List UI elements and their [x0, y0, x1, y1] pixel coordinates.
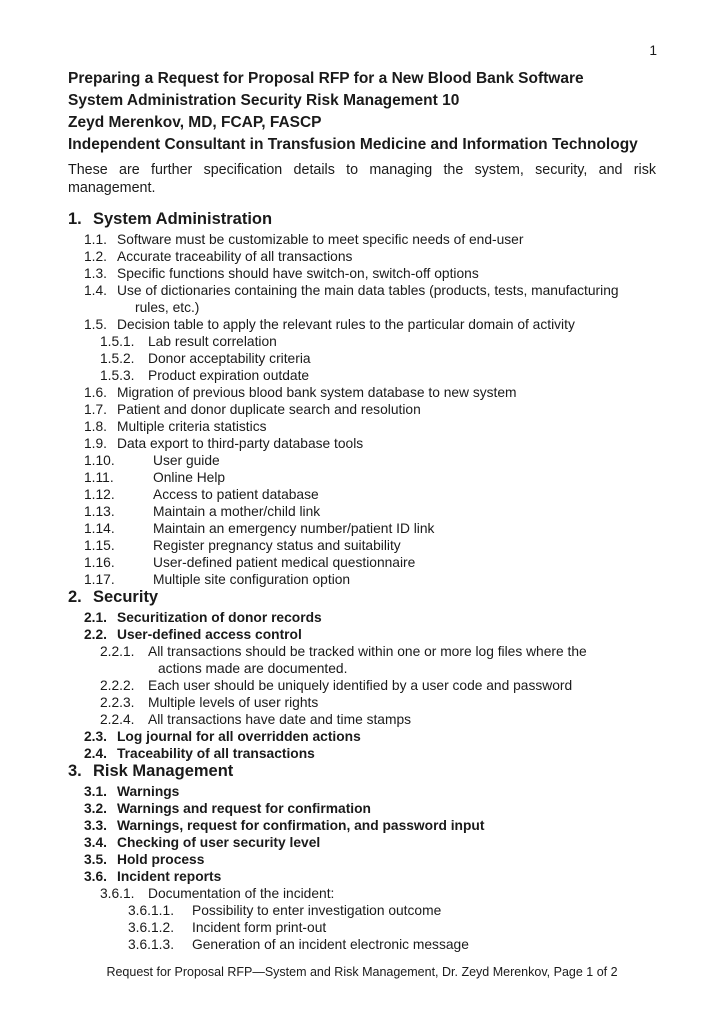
section-heading: [68, 210, 656, 228]
item-number: 2.4.: [84, 746, 108, 761]
outline-item: [68, 401, 656, 418]
item-text: Warnings and request for confirmation: [117, 801, 371, 816]
item-number: 1.14.: [84, 521, 115, 536]
outline-item: [68, 435, 656, 452]
outline-item: [68, 367, 656, 384]
outline-item: [68, 265, 656, 282]
item-number: 1.1.: [84, 232, 108, 247]
item-number: 2.: [68, 588, 82, 606]
item-number: 3.6.1.3.: [128, 937, 175, 952]
item-number: 1.16.: [84, 555, 115, 570]
outline-item: [68, 469, 656, 486]
outline-item: [68, 452, 656, 469]
title-line-author: Zeyd Merenkov, MD, FCAP, FASCP: [68, 114, 322, 131]
item-text: Securitization of donor records: [117, 610, 322, 625]
item-text: Migration of previous blood bank system database to new system: [117, 385, 517, 400]
outline-item: [68, 316, 656, 333]
section-heading: [68, 762, 656, 780]
item-text: All transactions have date and time stamps: [148, 712, 412, 727]
item-text: Traceability of all transactions: [117, 746, 315, 761]
page-content: [68, 68, 656, 953]
item-number: 1.5.3.: [100, 368, 135, 383]
item-text: Each user should be uniquely identified by a user code and password: [148, 678, 573, 693]
outline-item: [68, 520, 656, 537]
item-text: Online Help: [153, 470, 226, 485]
item-number: 1.10.: [84, 453, 115, 468]
item-text: Access to patient database: [153, 487, 319, 502]
outline-item: [68, 728, 656, 745]
item-number: 1.3.: [84, 266, 108, 281]
outline-item: [68, 503, 656, 520]
item-number: 3.6.1.2.: [128, 920, 175, 935]
item-text: Incident form print-out: [192, 920, 327, 935]
outline-item: [68, 350, 656, 367]
item-number: 1.9.: [84, 436, 108, 451]
item-number: 1.5.: [84, 317, 108, 332]
item-number: 1.12.: [84, 487, 115, 502]
outline-item: [68, 834, 656, 851]
item-text: User guide: [153, 453, 220, 468]
item-text: Donor acceptability criteria: [148, 351, 311, 366]
outline-item: [68, 248, 656, 265]
outline-item: [68, 800, 656, 817]
outline-item: [68, 919, 656, 936]
item-number: 3.5.: [84, 852, 108, 867]
item-text: Multiple levels of user rights: [148, 695, 319, 710]
outline-item: [68, 936, 656, 953]
item-number: 2.3.: [84, 729, 108, 744]
title-line-1: Preparing a Request for Proposal RFP for a New Blood Bank Software: [68, 70, 584, 87]
item-text: Log journal for all overridden actions: [117, 729, 361, 744]
item-number: 3.4.: [84, 835, 108, 850]
item-text: Lab result correlation: [148, 334, 277, 349]
outline-item: [68, 571, 656, 588]
outline-item: [68, 231, 656, 248]
item-text: System Administration: [93, 210, 273, 228]
item-text: User-defined patient medical questionnaire: [153, 555, 416, 570]
outline-item: [68, 626, 656, 643]
item-text: Software must be customizable to meet specific needs of end-user: [117, 232, 524, 247]
item-number: 3.2.: [84, 801, 108, 816]
item-number: 1.6.: [84, 385, 108, 400]
outline-list: [68, 210, 656, 953]
item-number: 2.2.4.: [100, 712, 135, 727]
item-number: 3.6.1.: [100, 886, 135, 901]
outline-item: [68, 333, 656, 350]
outline-item: [68, 868, 656, 885]
outline-item: [68, 817, 656, 834]
outline-item: [68, 711, 656, 728]
item-text: Incident reports: [117, 869, 222, 884]
item-number: 2.2.2.: [100, 678, 135, 693]
item-text: All transactions should be tracked within one or more log files where the actions made are documented.: [148, 644, 587, 676]
outline-item: [68, 902, 656, 919]
outline-item: [68, 384, 656, 401]
item-number: 1.5.1.: [100, 334, 135, 349]
item-number: 1.11.: [84, 470, 114, 485]
intro-paragraph: These are further specification details to managing the system, security, and risk management.: [68, 162, 656, 196]
item-number: 2.2.: [84, 627, 108, 642]
outline-item: [68, 643, 656, 677]
outline-item: [68, 486, 656, 503]
page-number: 1: [649, 43, 657, 58]
item-number: 3.1.: [84, 784, 108, 799]
outline-item: [68, 694, 656, 711]
outline-item: [68, 537, 656, 554]
item-text: Possibility to enter investigation outcome: [192, 903, 442, 918]
document-title-block: [68, 68, 656, 156]
item-number: 3.6.1.1.: [128, 903, 175, 918]
item-number: 3.3.: [84, 818, 108, 833]
item-text: Documentation of the incident:: [148, 886, 335, 901]
item-number: 2.2.1.: [100, 644, 135, 659]
item-number: 1.: [68, 210, 82, 228]
item-text: Warnings, request for confirmation, and password input: [117, 818, 485, 833]
outline-item: [68, 745, 656, 762]
item-number: 1.8.: [84, 419, 108, 434]
item-text: Product expiration outdate: [148, 368, 310, 383]
page-footer: Request for Proposal RFP—System and Risk Management, Dr. Zeyd Merenkov, Page 1 of 2: [106, 965, 618, 979]
outline-item: [68, 851, 656, 868]
item-text: Register pregnancy status and suitability: [153, 538, 401, 553]
item-number: 3.: [68, 762, 82, 780]
item-text: Decision table to apply the relevant rules to the particular domain of activity: [117, 317, 575, 332]
outline-item: [68, 609, 656, 626]
item-text: Security: [93, 588, 159, 606]
outline-item: [68, 885, 656, 902]
item-number: 2.1.: [84, 610, 108, 625]
item-text: Multiple site configuration option: [153, 572, 351, 587]
item-text: Use of dictionaries containing the main data tables (products, tests, manufacturing rules, etc.): [117, 283, 619, 315]
title-line-affiliation: Independent Consultant in Transfusion Medicine and Information Technology: [68, 136, 638, 153]
item-text: Multiple criteria statistics: [117, 419, 267, 434]
item-text: Maintain a mother/child link: [153, 504, 321, 519]
item-number: 2.2.3.: [100, 695, 135, 710]
item-text: Checking of user security level: [117, 835, 321, 850]
item-text: Patient and donor duplicate search and resolution: [117, 402, 421, 417]
item-text: Specific functions should have switch-on, switch-off options: [117, 266, 479, 281]
item-text: Maintain an emergency number/patient ID link: [153, 521, 435, 536]
item-number: 1.15.: [84, 538, 115, 553]
item-number: 1.5.2.: [100, 351, 135, 366]
item-number: 1.2.: [84, 249, 108, 264]
title-line-2: System Administration Security Risk Management 10: [68, 92, 460, 109]
item-number: 1.13.: [84, 504, 115, 519]
item-text: Data export to third-party database tools: [117, 436, 364, 451]
outline-item: [68, 418, 656, 435]
item-number: 1.4.: [84, 283, 108, 298]
item-text: Risk Management: [93, 762, 234, 780]
item-number: 1.17.: [84, 572, 115, 587]
item-text: Warnings: [117, 784, 180, 799]
item-number: 3.6.: [84, 869, 108, 884]
item-text: Hold process: [117, 852, 205, 867]
item-text: Generation of an incident electronic message: [192, 937, 469, 952]
outline-item: [68, 554, 656, 571]
section-heading: [68, 588, 656, 606]
item-text: Accurate traceability of all transactions: [117, 249, 353, 264]
outline-item: [68, 282, 656, 316]
item-number: 1.7.: [84, 402, 108, 417]
outline-item: [68, 783, 656, 800]
item-text: User-defined access control: [117, 627, 302, 642]
outline-item: [68, 677, 656, 694]
